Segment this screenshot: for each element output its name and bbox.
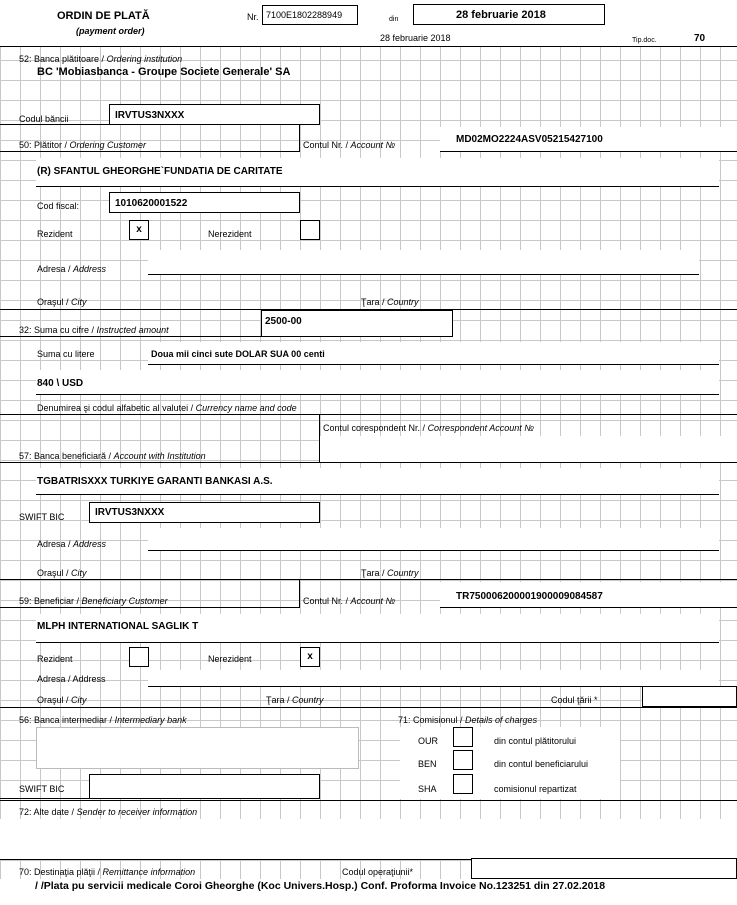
- ordering-nonresident-label: Nerezident: [208, 229, 252, 239]
- date-small: 28 februarie 2018: [380, 33, 451, 43]
- beneficiary-resident-checkbox[interactable]: [129, 647, 149, 667]
- divider: [36, 642, 719, 643]
- charges-ben-checkbox[interactable]: [453, 750, 473, 770]
- divider: [440, 607, 737, 608]
- beneficiary-account-value: TR750006200001900009084587: [456, 591, 603, 602]
- beneficiary-nonresident-label: Nerezident: [208, 654, 252, 664]
- nr-value: 7100E1802288949: [266, 10, 343, 20]
- charges-our-checkbox[interactable]: [453, 727, 473, 747]
- beneficiary-country-label: Ţara / Country: [266, 695, 324, 705]
- divider: [36, 186, 719, 187]
- intermediary-swift-field[interactable]: [89, 774, 320, 799]
- date-field[interactable]: [413, 4, 605, 25]
- beneficiary-city-label: Oraşul / City: [37, 695, 87, 705]
- beneficiary-bank-country-label: Ţara / Country: [361, 568, 419, 578]
- ordering-account-value: MD02MO2224ASV05215427100: [456, 134, 603, 145]
- beneficiary-bank-label: 57: Banca beneficiară / Account with Institution: [19, 451, 206, 461]
- bank-code-field[interactable]: [109, 104, 320, 125]
- intermediary-swift-label: SWIFT BIC: [19, 784, 65, 794]
- ordering-institution-name: BC 'Mobiasbanca - Groupe Societe Generale' SA: [37, 66, 291, 78]
- charges-sha-desc: comisionul repartizat: [494, 784, 577, 794]
- divider: [148, 686, 719, 687]
- ordering-nonresident-checkbox[interactable]: [300, 220, 320, 240]
- remittance-label: 70: Destinaţia plăţii / Remittance information: [19, 867, 196, 877]
- divider: [0, 707, 737, 708]
- operation-code-label: Codul operaţiunii*: [342, 867, 414, 877]
- beneficiary-bank-city-label: Oraşul / City: [37, 568, 87, 578]
- correspondent-account-label: Contul corespondent Nr. / Correspondent Account №: [323, 423, 535, 433]
- divider: [0, 151, 300, 152]
- ordering-customer-label: 50: Plătitor / Ordering Customer: [19, 140, 147, 150]
- ordering-country-label: Ţara / Country: [361, 297, 419, 307]
- ordering-resident-checkbox[interactable]: x: [129, 220, 149, 240]
- divider: [0, 414, 737, 415]
- beneficiary-account-label: Contul Nr. / Account №: [303, 596, 396, 606]
- tipdoc-value: 70: [694, 33, 706, 44]
- divider: [148, 550, 719, 551]
- beneficiary-name: MLPH INTERNATIONAL SAGLIK T: [37, 621, 199, 632]
- divider: [0, 46, 737, 47]
- intermediary-label: 56: Banca intermediar / Intermediary bank: [19, 715, 187, 725]
- ordering-city-label: Oraşul / City: [37, 297, 87, 307]
- country-code-field[interactable]: [642, 686, 737, 707]
- divider: [36, 394, 719, 395]
- ordering-customer-name: (R) SFANTUL GHEORGHE`FUNDATIA DE CARITATE: [37, 166, 283, 177]
- divider: [0, 462, 737, 463]
- ordering-institution-label: 52: Banca plătitoare / Ordering institution: [19, 54, 183, 64]
- form-subtitle: (payment order): [76, 26, 145, 36]
- intermediary-bank-field[interactable]: [36, 727, 359, 769]
- divider: [148, 364, 719, 365]
- correspondent-account-field[interactable]: [320, 436, 737, 463]
- beneficiary-resident-label: Rezident: [37, 654, 73, 664]
- beneficiary-nonresident-checkbox[interactable]: x: [300, 647, 320, 667]
- other-data-field[interactable]: [0, 819, 737, 859]
- fiscal-code-field[interactable]: [109, 192, 300, 213]
- amount-label: 32: Suma cu cifre / Instructed amount: [19, 325, 169, 335]
- remittance-value: / /Plata pu servicii medicale Coroi Gheorghe (Koc Univers.Hosp.) Conf. Proforma Invoice No.123251 din 27.02.2018: [35, 880, 606, 892]
- divider: [319, 414, 320, 463]
- beneficiary-address-field[interactable]: [148, 670, 719, 686]
- divider: [299, 580, 300, 607]
- divider: [0, 336, 262, 337]
- ordering-account-label: Contul Nr. / Account №: [303, 140, 396, 150]
- divider: [148, 274, 699, 275]
- divider: [440, 151, 737, 152]
- beneficiary-label: 59: Beneficiar / Beneficiary Customer: [19, 596, 168, 606]
- amount-words-value: Doua mii cinci sute DOLAR SUA 00 centi: [151, 349, 325, 359]
- divider: [0, 579, 737, 580]
- divider: [0, 798, 90, 799]
- divider: [0, 607, 300, 608]
- bank-code-label: Codul băncii: [19, 114, 69, 124]
- beneficiary-swift-label: SWIFT BIC: [19, 512, 65, 522]
- amount-field[interactable]: [261, 310, 453, 337]
- beneficiary-swift-field[interactable]: [89, 502, 320, 523]
- ordering-address-label: Adresa / Address: [37, 264, 107, 274]
- divider: [0, 124, 110, 125]
- currency-label: Denumirea şi codul alfabetic al valutei / Currency name and code: [37, 403, 297, 413]
- divider: [36, 494, 719, 495]
- beneficiary-bank-address-field[interactable]: [148, 528, 719, 550]
- bank-code-value: IRVTUS3NXXX: [115, 110, 185, 121]
- fiscal-code-value: 1010620001522: [115, 198, 188, 209]
- currency-value: 840 \ USD: [37, 378, 84, 389]
- amount-words-label: Suma cu litere: [37, 349, 95, 359]
- tipdoc-label: Tip.doc.: [632, 37, 657, 44]
- din-label: din: [389, 16, 399, 23]
- charges-our-desc: din contul plătitorului: [494, 736, 577, 746]
- country-code-label: Codul ţării *: [551, 695, 598, 705]
- amount-value: 2500-00: [265, 316, 302, 327]
- nr-label: Nr.: [247, 12, 259, 22]
- charges-ben-code: BEN: [418, 759, 437, 769]
- divider: [299, 125, 300, 151]
- beneficiary-swift-value: IRVTUS3NXXX: [95, 507, 165, 518]
- ordering-resident-label: Rezident: [37, 229, 73, 239]
- charges-label: 71: Comisionul / Details of charges: [398, 715, 538, 725]
- ordering-address-field[interactable]: [148, 250, 699, 274]
- beneficiary-bank-address-label: Adresa / Address: [37, 539, 107, 549]
- fiscal-code-label: Cod fiscal:: [37, 201, 80, 211]
- date-value: 28 februarie 2018: [456, 9, 546, 21]
- charges-our-code: OUR: [418, 736, 438, 746]
- charges-sha-code: SHA: [418, 784, 437, 794]
- operation-code-field[interactable]: [471, 858, 737, 879]
- nr-field[interactable]: [262, 5, 358, 25]
- divider: [0, 800, 737, 801]
- form-title: ORDIN DE PLATĂ: [57, 10, 150, 22]
- beneficiary-address-label: Adresa / Address: [37, 674, 106, 684]
- other-data-label: 72: Alte date / Sender to receiver information: [19, 807, 198, 817]
- currency-field[interactable]: [36, 370, 719, 394]
- beneficiary-bank-name: TGBATRISXXX TURKIYE GARANTI BANKASI A.S.: [37, 476, 273, 487]
- charges-ben-desc: din contul beneficiarului: [494, 759, 589, 769]
- charges-sha-checkbox[interactable]: [453, 774, 473, 794]
